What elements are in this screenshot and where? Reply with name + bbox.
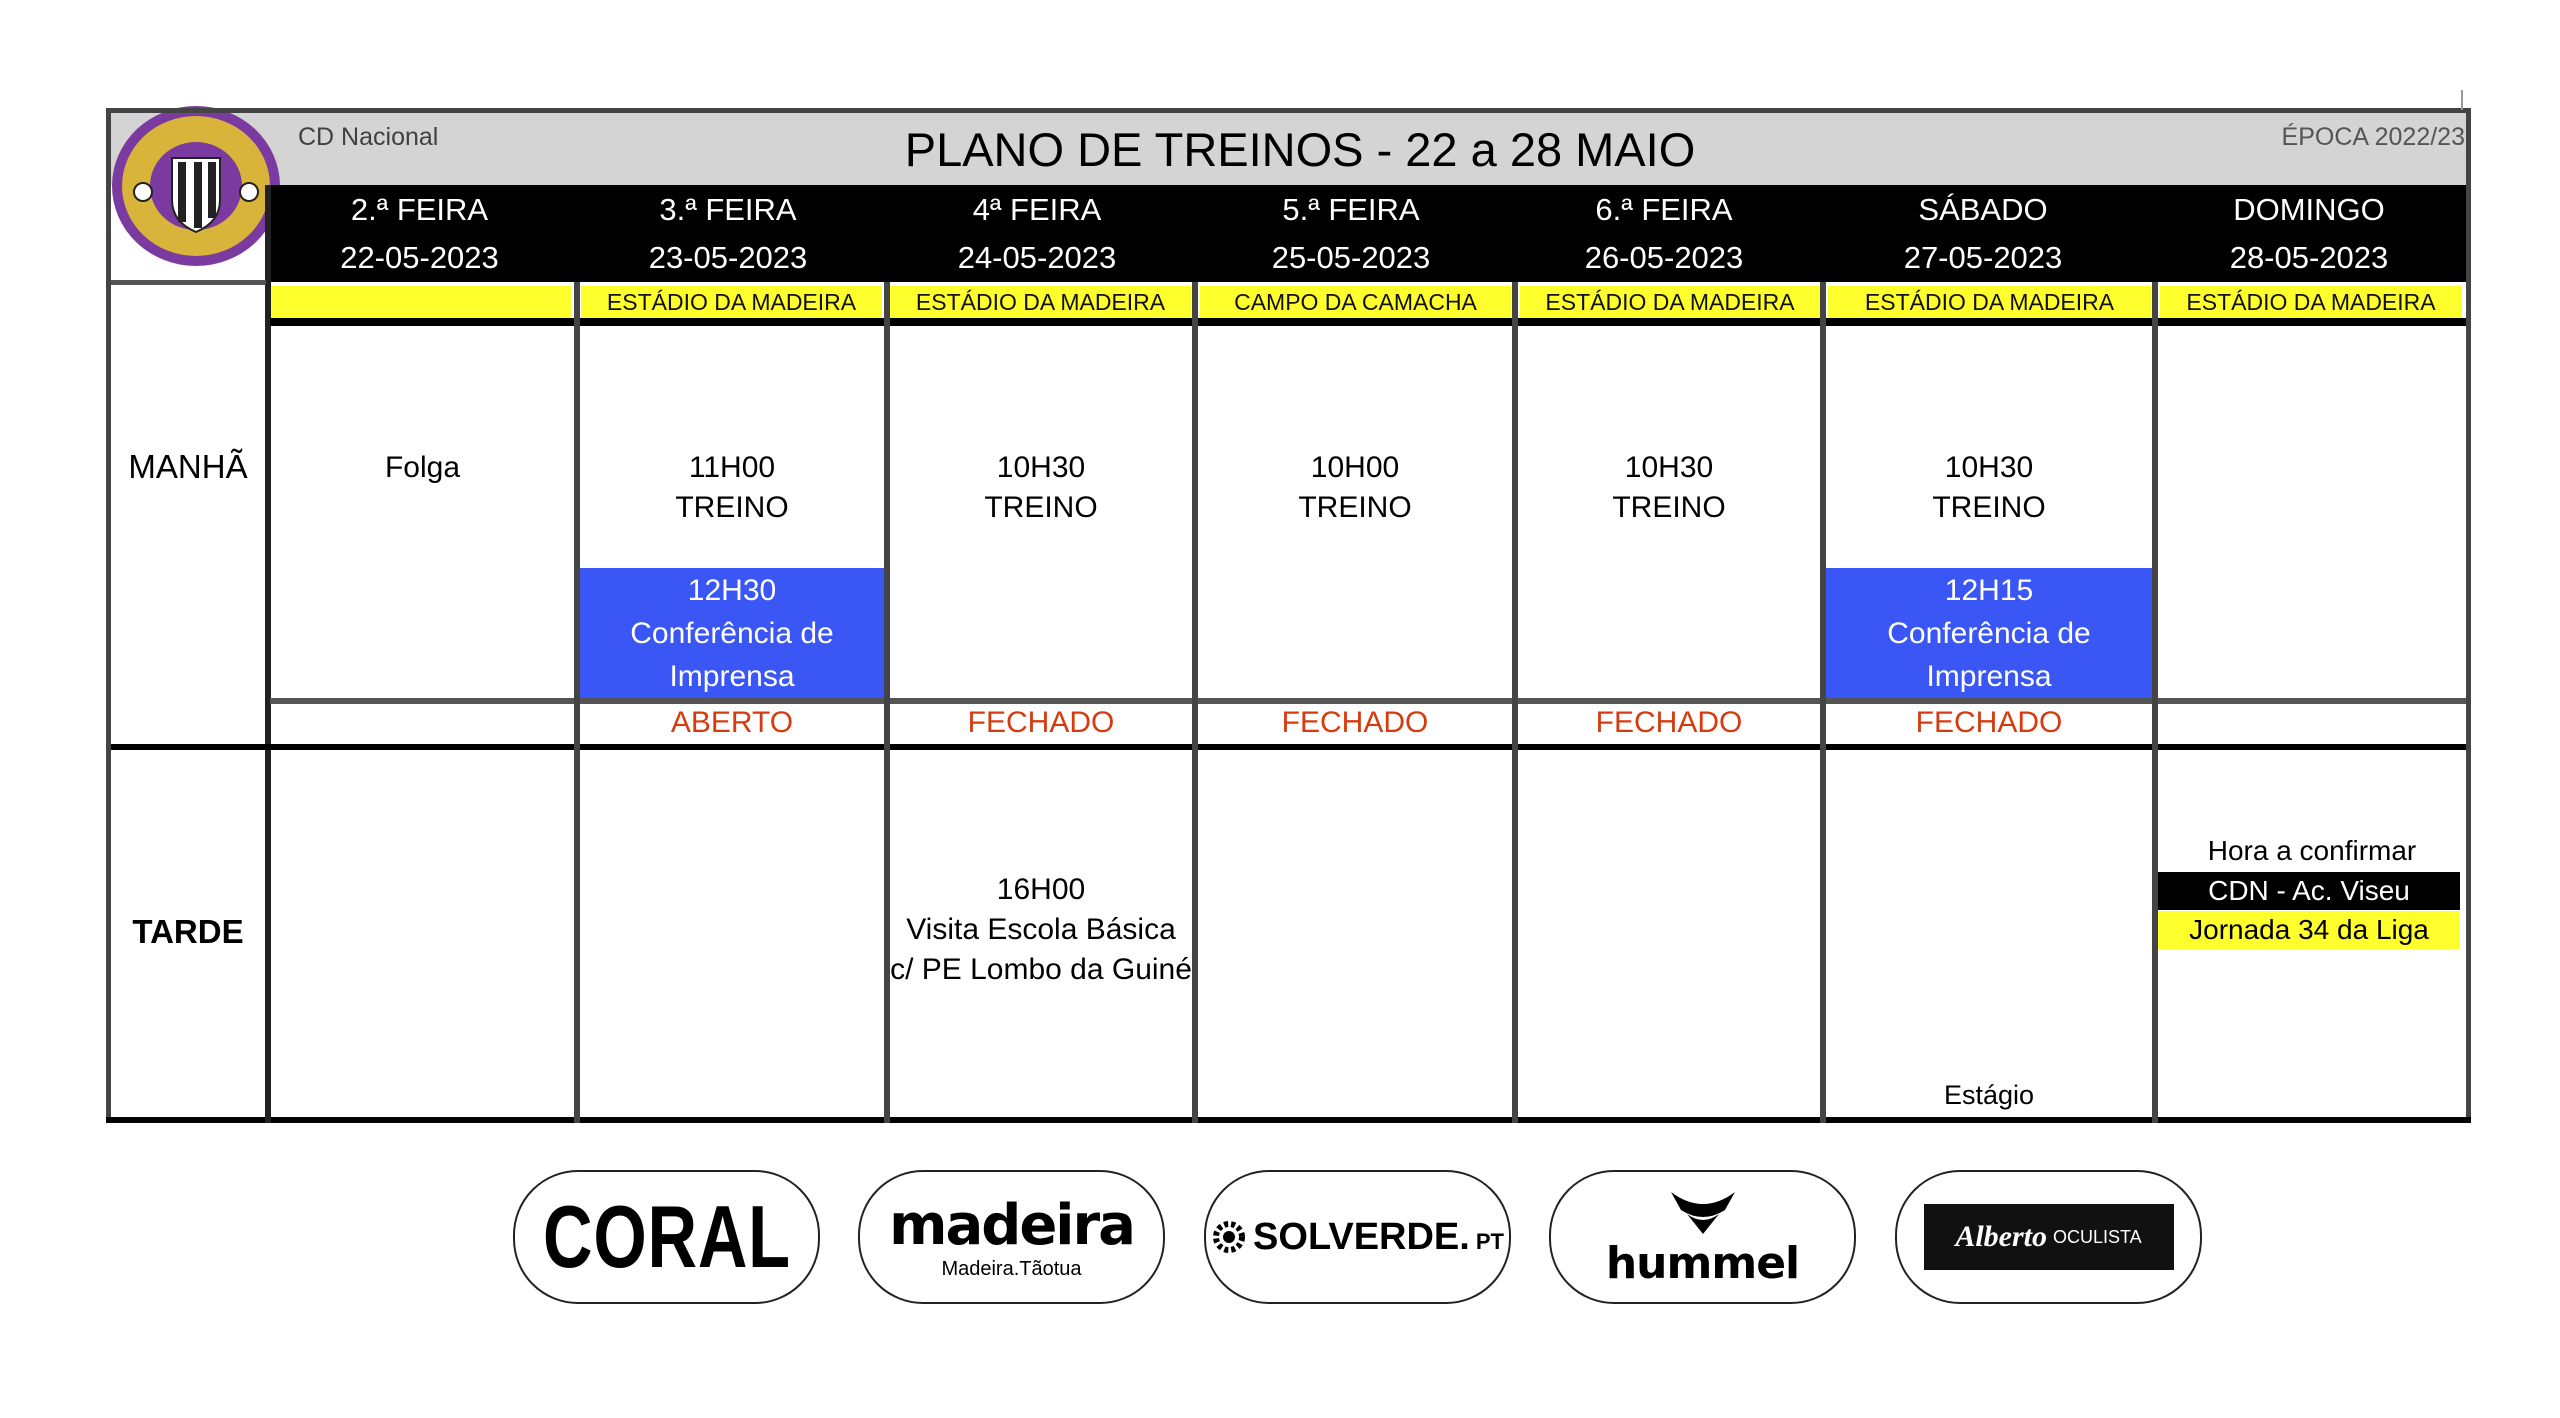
alberto-sub: OCULISTA	[2052, 1226, 2142, 1247]
event-line: c/ PE Lombo da Guiné	[890, 953, 1192, 986]
status-sat: FECHADO	[1915, 706, 2063, 739]
morning-thu-session	[1198, 448, 1512, 528]
sponsor-hummel-logo	[1549, 1170, 1856, 1304]
col-divider	[2152, 282, 2158, 1123]
day-header	[265, 185, 2470, 282]
madeira-wordmark: madeira	[889, 1193, 1134, 1258]
sponsor-madeira-logo	[858, 1170, 1165, 1304]
session-activity: TREINO	[1612, 491, 1726, 524]
venue-wed: ESTÁDIO DA MADEIRA	[890, 286, 1191, 318]
frame-bottom	[106, 1117, 2471, 1123]
morning-fri-session	[1518, 448, 1820, 528]
col-divider	[1512, 282, 1518, 1123]
sponsor-solverde-logo	[1204, 1170, 1511, 1304]
morning-mon-text: Folga	[384, 451, 461, 484]
day-date: 25-05-2023	[1271, 239, 1431, 275]
session-time: 10H30	[996, 451, 1086, 484]
col-divider	[1192, 282, 1198, 1123]
frame-left	[106, 108, 111, 1123]
day-name: 5.ª FEIRA	[1282, 191, 1420, 227]
day-date: 24-05-2023	[957, 239, 1117, 275]
solverde-wordmark	[1211, 1216, 1504, 1259]
afternoon-sun-time: Hora a confirmar	[2207, 835, 2417, 866]
day-date: 23-05-2023	[648, 239, 808, 275]
venue-sun: ESTÁDIO DA MADEIRA	[2160, 286, 2462, 318]
press-label: Conferência de	[1887, 616, 2091, 650]
day-name: 2.ª FEIRA	[350, 191, 489, 227]
col-divider	[574, 282, 580, 1123]
venue-fri: ESTÁDIO DA MADEIRA	[1520, 286, 1820, 318]
session-activity: TREINO	[1932, 491, 2046, 524]
row-label-afternoon: TARDE	[132, 913, 244, 950]
event-time: 16H00	[996, 873, 1086, 906]
press-conference-tue	[580, 568, 884, 698]
row-label-morning: MANHÃ	[128, 448, 248, 485]
press-label: Imprensa	[1926, 659, 2052, 693]
venue-sat: ESTÁDIO DA MADEIRA	[1828, 286, 2151, 318]
day-name: SÁBADO	[1918, 191, 2048, 227]
day-date: 27-05-2023	[1903, 239, 2063, 275]
day-name: DOMINGO	[2233, 191, 2385, 227]
club-crest-logo	[108, 104, 284, 272]
solverde-name: SOLVERDE.	[1253, 1215, 1470, 1258]
day-name: 6.ª FEIRA	[1595, 191, 1733, 227]
session-time: 11H00	[688, 451, 776, 484]
morning-sat-session	[1826, 448, 2152, 528]
frame-top	[107, 108, 2470, 113]
col-divider	[884, 282, 890, 1123]
venue-thu: CAMPO DA CAMACHA	[1200, 286, 1511, 318]
press-conference-sat	[1826, 568, 2152, 698]
sponsor-alberto-logo	[1895, 1170, 2202, 1304]
event-line: Visita Escola Básica	[906, 913, 1176, 946]
press-time: 12H30	[687, 573, 777, 607]
day-header-sun	[2148, 185, 2470, 282]
day-header-tue	[574, 185, 882, 282]
afternoon-wed-event	[890, 870, 1192, 990]
session-time: 10H00	[1310, 451, 1400, 484]
solverde-sun-icon	[1211, 1219, 1247, 1255]
hummel-wordmark: hummel	[1605, 1237, 1800, 1289]
session-time: 10H30	[1944, 451, 2034, 484]
day-header-wed	[882, 185, 1192, 282]
day-header-thu	[1192, 185, 1510, 282]
day-name: 4ª FEIRA	[972, 191, 1102, 227]
club-label: CD Nacional	[298, 123, 439, 151]
season-label: ÉPOCA 2022/23	[2281, 123, 2465, 151]
status-tue: ABERTO	[670, 706, 794, 739]
col-divider	[1820, 282, 1826, 1123]
press-label: Conferência de	[630, 616, 834, 650]
madeira-tagline: Madeira.Tãotua	[941, 1258, 1082, 1280]
day-header-fri	[1510, 185, 1818, 282]
afternoon-sat-note: Estágio	[1943, 1079, 2035, 1110]
day-header-mon	[265, 185, 574, 282]
afternoon-sun-round: Jornada 34 da Liga	[2158, 911, 2460, 949]
press-label: Imprensa	[669, 659, 795, 693]
header-left-rule	[111, 280, 266, 285]
morning-afternoon-rule	[111, 744, 2466, 750]
coral-wordmark: CORAL	[542, 1187, 791, 1286]
session-activity: TREINO	[1298, 491, 1412, 524]
session-activity: TREINO	[675, 491, 789, 524]
alberto-wordmark: Alberto	[1955, 1220, 2047, 1253]
solverde-tld: PT	[1475, 1229, 1504, 1254]
venue-tue: ESTÁDIO DA MADEIRA	[581, 286, 882, 318]
corner-tick	[2461, 90, 2463, 110]
morning-tue-session	[580, 448, 884, 528]
day-header-sat	[1818, 185, 2148, 282]
afternoon-sun-match: CDN - Ac. Viseu	[2158, 872, 2460, 910]
venue-mon	[270, 286, 571, 318]
day-name: 3.ª FEIRA	[659, 191, 797, 227]
status-wed: FECHADO	[967, 706, 1115, 739]
hummel-bee-icon	[1663, 1186, 1743, 1238]
sponsor-coral-logo	[513, 1170, 820, 1304]
venue-bottom-rule	[270, 318, 2466, 326]
page-title: PLANO DE TREINOS - 22 a 28 MAIO	[904, 122, 1696, 176]
day-date: 28-05-2023	[2229, 239, 2389, 275]
alberto-badge	[1924, 1204, 2174, 1270]
press-time: 12H15	[1944, 573, 2034, 607]
day-date: 26-05-2023	[1584, 239, 1744, 275]
session-activity: TREINO	[984, 491, 1098, 524]
session-time: 10H30	[1624, 451, 1714, 484]
frame-right	[2466, 108, 2471, 1123]
status-thu: FECHADO	[1281, 706, 1429, 739]
morning-wed-session	[890, 448, 1192, 528]
status-top-rule	[270, 698, 2466, 704]
day-date: 22-05-2023	[340, 239, 499, 275]
status-fri: FECHADO	[1595, 706, 1743, 739]
